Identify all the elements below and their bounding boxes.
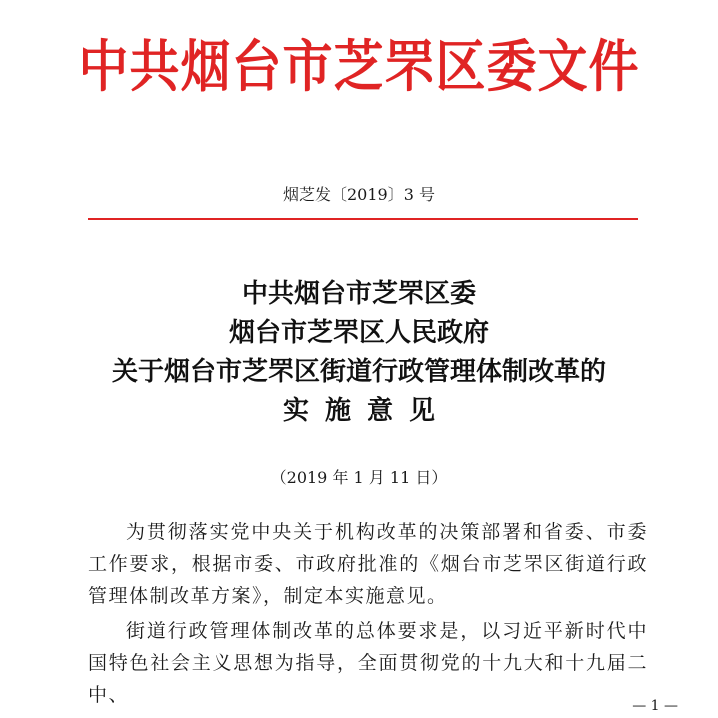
document-date: （2019 年 1 月 11 日） bbox=[270, 468, 448, 487]
red-divider-line bbox=[88, 218, 638, 220]
document-body bbox=[88, 516, 648, 714]
page-number: — 1 — bbox=[632, 698, 678, 714]
title-line-issuer-government: 烟台市芝罘区人民政府 bbox=[228, 318, 489, 348]
body-paragraph: 街道行政管理体制改革的总体要求是，以习近平新时代中国特色社会主义思想为指导，全面贯彻党的十九大和十九届二中、 bbox=[88, 620, 648, 706]
red-masthead-title: 中共烟台市芝罘区委文件 bbox=[78, 33, 640, 100]
title-line-subject: 关于烟台市芝罘区街道行政管理体制改革的 bbox=[111, 357, 606, 387]
document-title bbox=[0, 275, 718, 431]
body-paragraph: 为贯彻落实党中央关于机构改革的决策部署和省委、市委工作要求，根据市委、市政府批准的《烟台市芝罘区街道行政管理体制改革方案》，制定本实施意见。 bbox=[88, 521, 648, 607]
document-number: 烟芝发〔2019〕3 号 bbox=[283, 185, 435, 204]
title-line-issuer-committee: 中共烟台市芝罘区委 bbox=[241, 279, 476, 309]
title-line-type: 实施意见 bbox=[282, 396, 451, 426]
